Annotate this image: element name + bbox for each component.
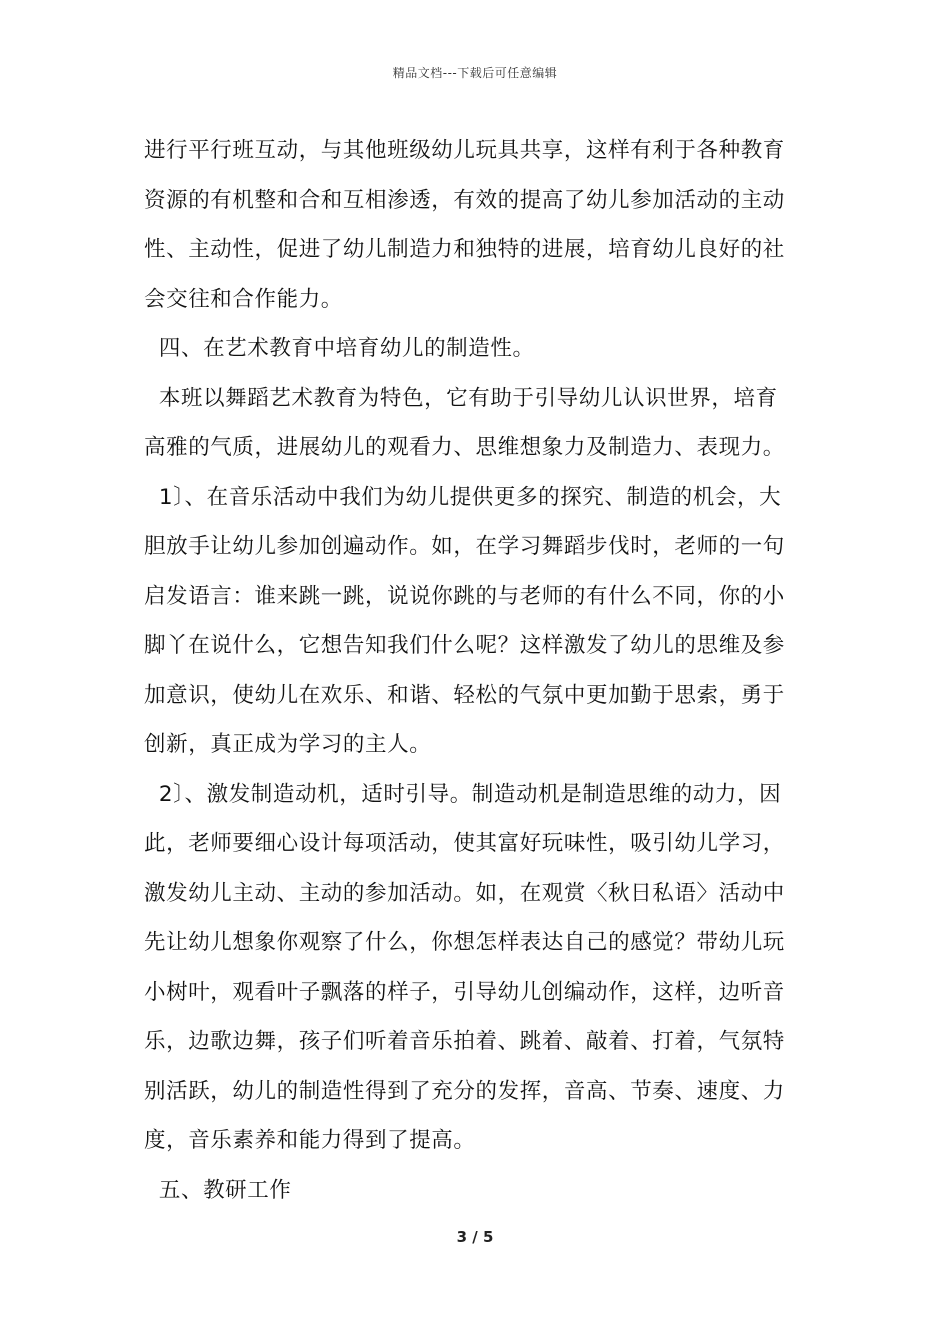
text-line: 高雅的气质，进展幼儿的观看力、思维想象力及制造力、表现力。 xyxy=(144,435,785,460)
text-line: 资源的有机整和合和互相渗透，有效的提高了幼儿参加活动的主动 xyxy=(144,187,785,213)
text-line: 度，音乐素养和能力得到了提高。 xyxy=(144,1128,476,1153)
text-line: 别活跃，幼儿的制造性得到了充分的发挥，音高、节奏、速度、力 xyxy=(144,1078,785,1104)
page-header: 精品文档---下载后可任意编辑 xyxy=(392,66,558,80)
text-line: 创新，真正成为学习的主人。 xyxy=(144,732,432,757)
text-line: 激发幼儿主动、主动的参加活动。如，在观赏〈秋日私语〉活动中 xyxy=(144,880,785,906)
text-line: 胆放手让幼儿参加创遍动作。如，在学习舞蹈步伐时，老师的一句 xyxy=(144,534,785,559)
text-line: 性、主动性，促进了幼儿制造力和独特的进展，培育幼儿良好的社 xyxy=(144,237,785,262)
text-line: 2〕、激发制造动机，适时引导。制造动机是制造思维的动力，因 xyxy=(144,781,782,807)
section-heading: 五、教研工作 xyxy=(144,1177,292,1203)
text-line: 先让幼儿想象你观察了什么，你想怎样表达自己的感觉？带幼儿玩 xyxy=(144,930,785,955)
text-line: 小树叶，观看叶子飘落的样子，引导幼儿创编动作，这样，边听音 xyxy=(144,979,785,1005)
text-line: 1〕、在音乐活动中我们为幼儿提供更多的探究、制造的机会，大 xyxy=(144,484,782,510)
text-line: 乐，边歌边舞，孩子们听着音乐拍着、跳着、敲着、打着，气氛特 xyxy=(144,1029,785,1054)
text-line: 会交往和合作能力。 xyxy=(144,286,343,312)
section-heading: 四、在艺术教育中培育幼儿的制造性。 xyxy=(144,336,535,361)
text-line: 本班以舞蹈艺术教育为特色，它有助于引导幼儿认识世界，培育 xyxy=(144,385,778,411)
text-line: 此，老师要细心设计每项活动，使其富好玩味性，吸引幼儿学习， xyxy=(144,831,785,856)
text-line: 启发语言：谁来跳一跳，说说你跳的与老师的有什么不同，你的小 xyxy=(144,583,785,609)
text-line: 脚丫在说什么，它想告知我们什么呢？这样激发了幼儿的思维及参 xyxy=(144,633,785,658)
page-number: 3 / 5 xyxy=(456,1228,494,1246)
text-line: 进行平行班互动，与其他班级幼儿玩具共享，这样有利于各种教育 xyxy=(144,138,785,163)
document-body xyxy=(144,126,808,1215)
text-line: 加意识，使幼儿在欢乐、和谐、轻松的气氛中更加勤于思索，勇于 xyxy=(144,682,785,708)
